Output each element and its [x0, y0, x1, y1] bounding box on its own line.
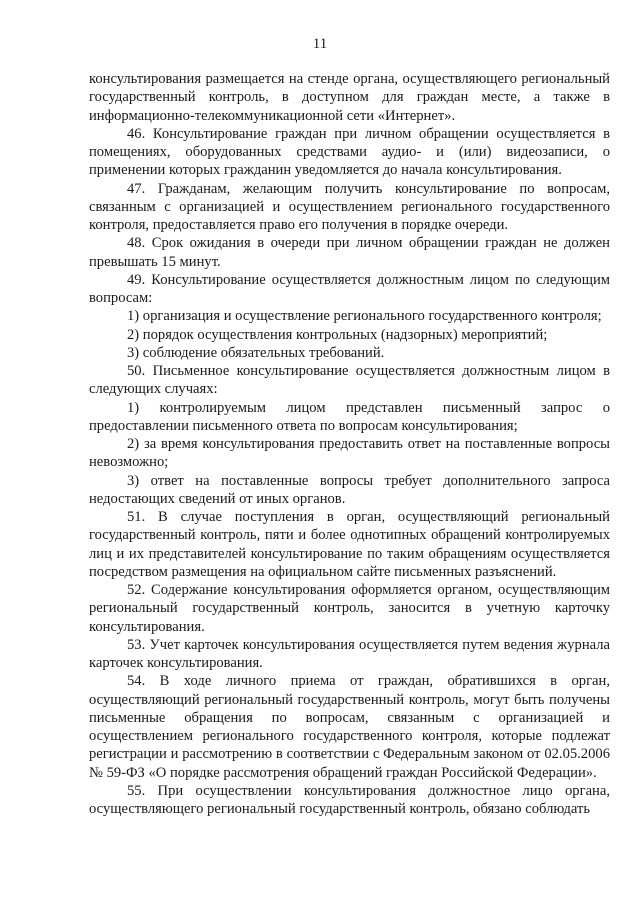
document-body [89, 70, 610, 818]
paragraph-49-item-2: 2) порядок осуществления контрольных (надзорных) мероприятий; [127, 326, 548, 343]
page-number: 11 [312, 36, 328, 52]
paragraph-50-item-1: 1) контролируемым лицом представлен письменный запрос о предоставлении письменного ответа по вопросам консультирования; [89, 399, 610, 434]
paragraph-50-item-2: 2) за время консультирования предоставить ответ на поставленные вопросы невозможно; [89, 436, 610, 471]
paragraph-49: 49. Консультирование осуществляется должностным лицом по следующим вопросам: [89, 271, 610, 306]
paragraph-46: 46. Консультирование граждан при личном обращении осуществляется в помещениях, оборудованных средствами аудио- и (или) видеозаписи, о применении которых гражданин уведомляется до начала консультирования. [89, 125, 610, 179]
paragraph-49-item-3: 3) соблюдение обязательных требований. [127, 344, 385, 361]
paragraph-53: 53. Учет карточек консультирования осуществляется путем ведения журнала карточек консультирования. [89, 636, 610, 671]
paragraph-48: 48. Срок ожидания в очереди при личном обращении граждан не должен превышать 15 минут. [89, 235, 610, 270]
paragraph-52: 52. Содержание консультирования оформляется органом, осуществляющим региональный государственный контроль, заносится в учетную карточку консультирования. [89, 582, 610, 635]
paragraph-50: 50. Письменное консультирование осуществляется должностным лицом в следующих случаях: [89, 363, 610, 398]
paragraph-continuation: консультирования размещается на стенде органа, осуществляющего региональный государственный контроль, в доступном для граждан месте, а также в информационно-телекоммуникационной сети «Интернет». [89, 71, 610, 124]
paragraph-47: 47. Гражданам, желающим получить консультирование по вопросам, связанным с организацией и осуществлением регионального государственного контроля, предоставляется право его получения в порядке очереди. [89, 180, 610, 233]
paragraph-51: 51. В случае поступления в орган, осуществляющий региональный государственный контроль, пяти и более однотипных обращений контролируемых лиц и их представителей консультирование по таким обращениям осуществляется посредством размещения на официальном сайте письменных разъяснений. [89, 509, 610, 580]
paragraph-50-item-3: 3) ответ на поставленные вопросы требует дополнительного запроса недостающих сведений от иных органов. [89, 472, 610, 507]
paragraph-49-item-1: 1) организация и осуществление регионального государственного контроля; [127, 308, 602, 325]
paragraph-54: 54. В ходе личного приема от граждан, обратившихся в орган, осуществляющий региональный государственный контроль, могут быть получены письменные обращения по вопросам, связанным с организацией и осуществлением регионального государственного контроля, которые подлежат регистрации и рассмотрению в соответствии с Федеральным законом от 02.05.2006 № 59-ФЗ «О порядке рассмотрения обращений граждан Российской Федерации». [89, 673, 610, 781]
paragraph-55: 55. При осуществлении консультирования должностное лицо органа, осуществляющего региональный государственный контроль, обязано соблюдать [89, 782, 610, 817]
